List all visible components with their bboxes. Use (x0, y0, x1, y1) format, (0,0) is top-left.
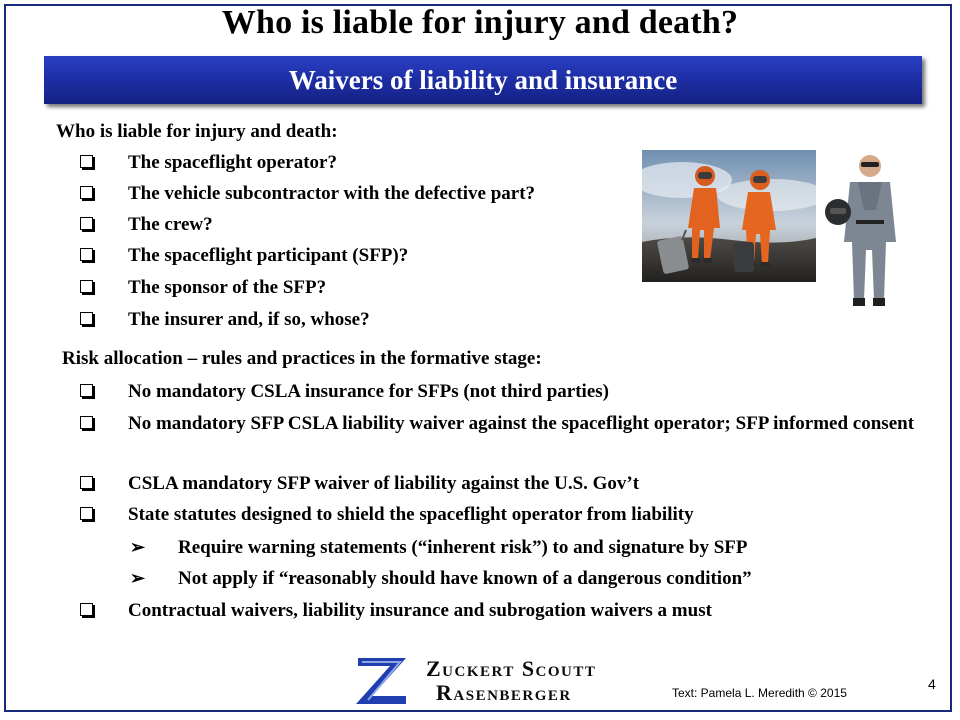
checkbox-bullet-icon (80, 280, 93, 293)
firm-logo (352, 652, 622, 708)
checkbox-bullet-icon (80, 507, 93, 520)
checkbox-bullet-icon (80, 186, 93, 199)
checkbox-bullet-icon (80, 416, 93, 429)
astronauts-photo (642, 150, 816, 282)
zsr-logo-mark-icon (352, 652, 412, 708)
page-number: 4 (928, 676, 936, 692)
checkbox-bullet-icon (80, 248, 93, 261)
section1-heading: Who is liable for injury and death: (56, 121, 338, 142)
section2-heading: Risk allocation – rules and practices in the formative stage: (62, 348, 542, 369)
checkbox-bullet-icon (80, 217, 93, 230)
logo-line1: Zuckert Scoutt (426, 656, 597, 681)
arrow-bullet-icon: ➢ (130, 568, 146, 588)
slide-title: Who is liable for injury and death? (221, 4, 739, 41)
arrow-bullet-icon: ➢ (130, 537, 146, 557)
text-credit: Text: Pamela L. Meredith © 2015 (672, 686, 847, 700)
checkbox-bullet-icon (80, 312, 93, 325)
checkbox-bullet-icon (80, 384, 93, 397)
checkbox-bullet-icon (80, 476, 93, 489)
checkbox-bullet-icon (80, 603, 93, 616)
checkbox-bullet-icon (80, 155, 93, 168)
subtitle-banner: Waivers of liability and insurance (44, 56, 922, 104)
pilot-photo (820, 150, 910, 316)
logo-line2: Rasenberger (436, 680, 572, 705)
